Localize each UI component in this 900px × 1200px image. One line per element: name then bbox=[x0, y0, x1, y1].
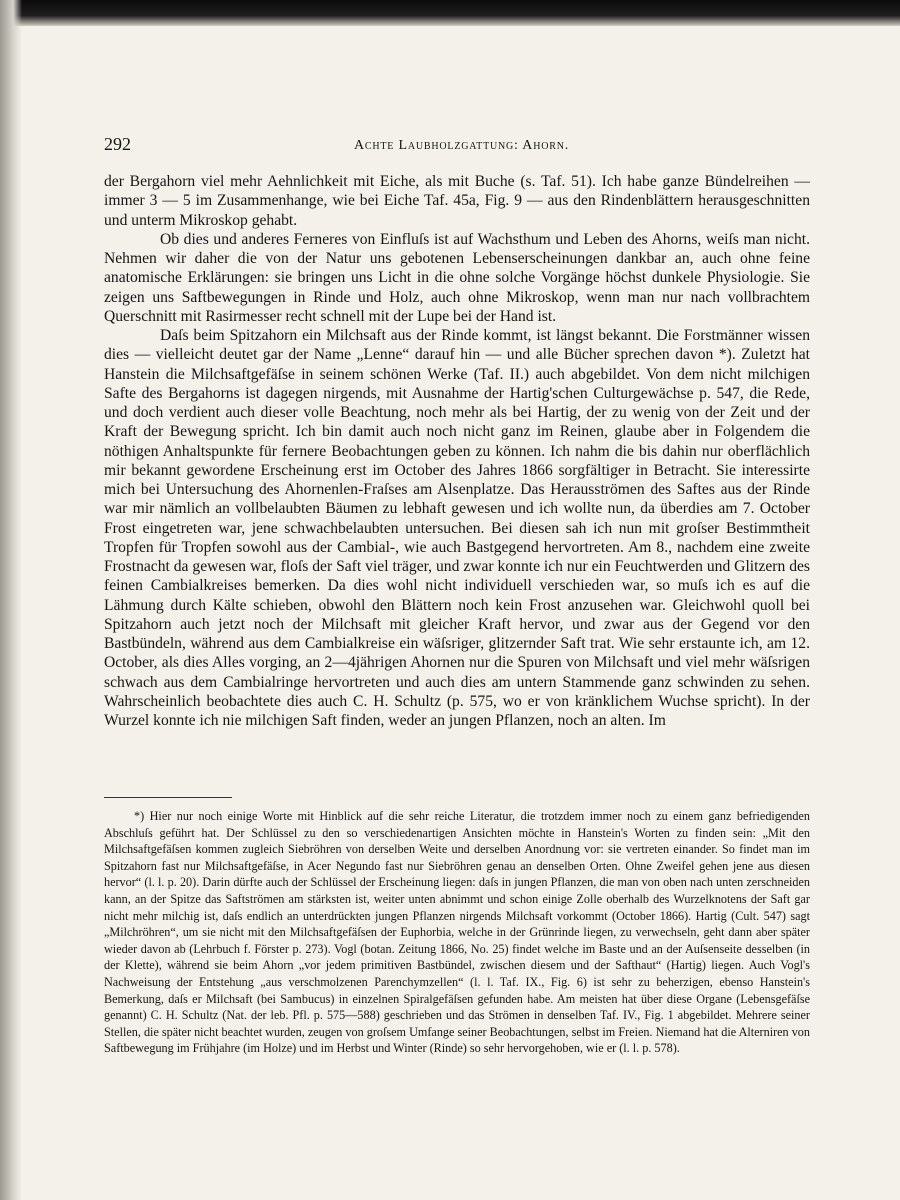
page-header bbox=[104, 134, 810, 160]
running-title: Achte Laubholzgattung: Ahorn. bbox=[354, 138, 570, 153]
paragraph: der Bergahorn viel mehr Aehnlichkeit mit Eiche, als mit Buche (s. Taf. 51). Ich habe ganze Bündelreihen — immer 3 — 5 im Zusammenhange, wie bei Eiche Taf. 45a, Fig. 9 — aus den Rindenblättern herausgeschnitten und unterm Mikroskop gehabt. bbox=[104, 173, 810, 229]
footnote: *) Hier nur noch einige Worte mit Hinblick auf die sehr reiche Literatur, die trotzdem immer noch zu einem ganz befriedigenden Abschluſs geführt hat. Der Schlüssel zu den so verschiedenartigen Ansichten möchte in Hanstein's Worten zu finden sein: „Mit den Milchsaftgefäſsen kommen zugleich Siebröhren von derselben Weite und derselben Anordnung vor: sie vertreten einander. So findet man im Spitzahorn fast nur Milchsaftgefäſse, in Acer Negundo fast nur Siebröhren genau an denselben Orten. Ohne Zweifel gehen jene aus diesen hervor“ (l. l. p. 20). Darin dürfte auch der Schlüssel der Erscheinung liegen: daſs in jungen Pflanzen, die man von oben nach unten zerschneiden kann, an der Spitze das Saftströmen am stärksten ist, weiter unten abnimmt und schon einige Zolle oberhalb des Wurzelknotens der Saft gar nicht mehr milchig ist, daſs endlich an unterdrückten jungen Pflanzen nirgends Milchsaft vorkommt (October 1866). Hartig (Cult. 547) sagt „Milchröhren“, um sie nicht mit den Milchsaftgefäſsen der Euphorbia, welche in der Grünrinde liegen, zu verwechseln, geht dann aber später wieder davon ab (Lehrbuch f. Förster p. 273). Vogl (botan. Zeitung 1866, No. 25) findet welche im Baste und an der Auſsenseite desselben (in der Klette), während sie beim Ahorn „vor jedem primitiven Bastbündel, zwischen diesem und der Safthaut“ (Hartig) liegen. Auch Vogl's Nachweisung der Entstehung „aus verschmolzenen Parenchymzellen“ (l. l. Taf. IX., Fig. 6) ist sehr zu beherzigen, ebenso Hanstein's Bemerkung, daſs er Milchsaft (bei Sambucus) in einzelnen Spiralgefäſsen gefunden habe. Am meisten hat über diese Organe (Lebensgefäſse genannt) C. H. Schultz (Nat. der leb. Pfl. p. 575—588) geschrieben und das Strömen in denselben Taf. IV., Fig. 1 abgebildet. Mehrere seiner Stellen, die später nicht beachtet wurden, zeugen von groſsem Umfange seiner Beobachtungen, selbst im Freien. Niemand hat die Alterniren von Saftbewegung im Frühjahre (im Holze) und im Herbst und Winter (Rinde) so sehr hervorgehoben, wie er (l. l. p. 578). bbox=[104, 809, 810, 1056]
scan-shadow-left bbox=[0, 0, 22, 1200]
paragraph: Ob dies und anderes Ferneres von Einfluſs ist auf Wachsthum und Leben des Ahorns, weiſs man nicht. Nehmen wir daher die von der Natur uns gebotenen Lebenserscheinungen dankbar an, auch ohne feine anatomische Erklärungen: sie bringen uns Licht in die ohne solche Vorgänge höchst dunkele Physiologie. Sie zeigen uns Saftbewegungen in Rinde und Holz, auch ohne Mikroskop, wenn man nur nach vollbrachtem Querschnitt mit Rasirmesser recht schnell mit der Lupe bei der Hand ist. bbox=[104, 230, 810, 325]
footnote-rule bbox=[104, 797, 232, 798]
paragraph: Daſs beim Spitzahorn ein Milchsaft aus der Rinde kommt, ist längst bekannt. Die Forstmänner wissen dies — vielleicht deutet gar der Name „Lenne“ darauf hin — und alle Bücher sprechen davon *). Zuletzt hat Hanstein die Milchsaftgefäſse in seinem schönen Werke (Taf. II.) auch abgebildet. Von dem nicht milchigen Safte des Bergahorns ist dagegen nirgends, mit Ausnahme der Hartig'schen Culturgewächse p. 547, die Rede, und doch verdient auch dieser volle Beachtung, noch mehr als bei Hartig, der zu wenig von der Zeit und der Kraft der Bewegung spricht. Ich bin damit auch noch nicht ganz im Reinen, glaube aber in Folgendem die nöthigen Anhaltspunkte für fernere Beobachtungen geben zu können. Ich nahm die bis dahin nur oberflächlich mir bekannt gewordene Erscheinung erst im October des Jahres 1866 sorgfältiger in Betracht. Sie interessirte mich bei Untersuchung des Ahornenlen-Fraſses am Alsenplatze. Das Herausströmen des Saftes aus der Rinde war mir nämlich an vollbelaubten Bäumen zu lebhaft gewesen und ich wollte nun, da überdies am 7. October Frost eingetreten war, jene schwachbelaubten untersuchen. Bei diesen sah ich nun mit groſser Bestimmtheit Tropfen für Tropfen sowohl aus der Cambial-, wie auch Bastgegend hervortreten. Am 8., nachdem eine zweite Frostnacht da gewesen war, floſs der Saft viel träger, und zwar konnte ich nur ein Feuchtwerden und Glitzern des feinen Cambialkreises bemerken. Da dies wohl nicht individuell verschieden war, so muſs ich es auf die Lähmung durch Kälte schieben, obwohl den Blättern noch kein Frost anzusehen war. Gleichwohl quoll bei Spitzahorn auch jetzt noch der Milchsaft mit gleicher Kraft hervor, und zwar aus der Gegend vor den Bastbündeln, während aus dem Cambialkreise ein wäſsriger, glitzernder Saft trat. Wie sehr erstaunte ich, am 12. October, als dies Alles vorging, an 2—4jährigen Ahornen nur die Spuren von Milchsaft und viel mehr wäſsrigen schwach aus dem Cambialringe hervortreten und auch dies am untern Stammende ganz schwinden zu sehen. Wahrscheinlich beobachtete dies auch C. H. Schultz (p. 575, wo er von kränklichem Wuchse spricht). In der Wurzel konnte ich nie milchigen Saft finden, weder an jungen Pflanzen, noch an alten. Im bbox=[104, 327, 810, 729]
page-number: 292 bbox=[104, 134, 131, 154]
main-text bbox=[104, 172, 810, 730]
footnote-block bbox=[104, 808, 810, 1057]
scan-shadow-top bbox=[0, 0, 900, 26]
